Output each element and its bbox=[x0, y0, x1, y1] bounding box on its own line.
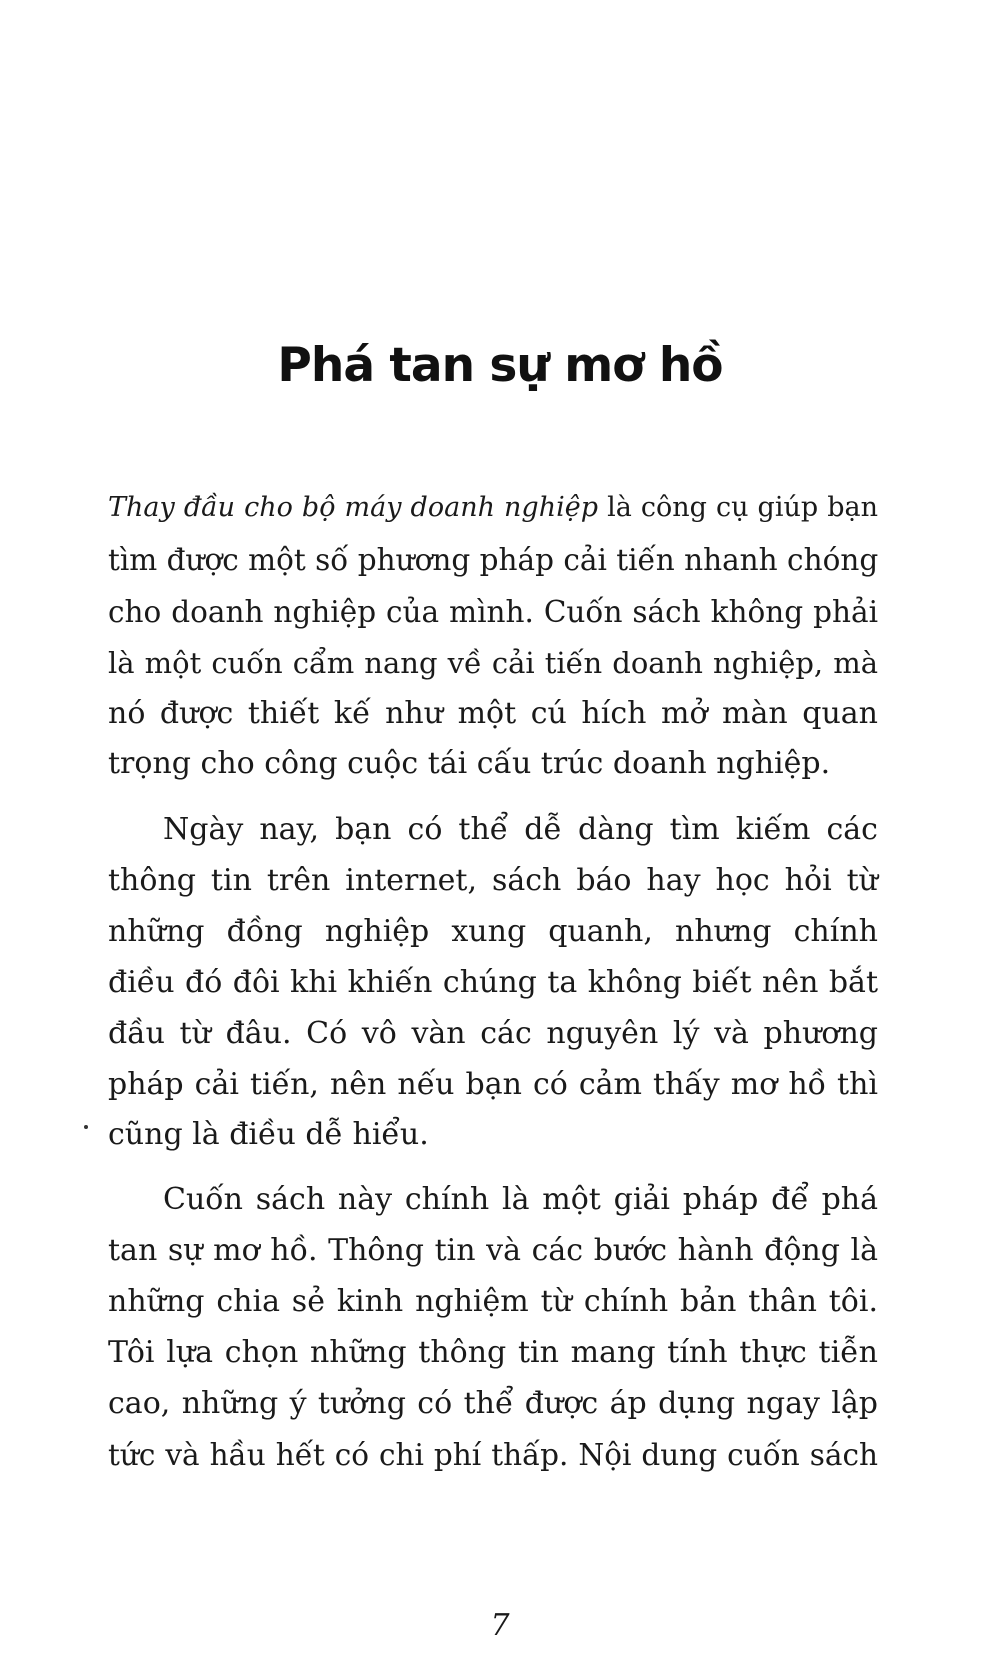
page-number: 7 bbox=[490, 1608, 510, 1643]
paragraph-1-line-4: là một cuốn cẩm nang về cải tiến doanh nghiệp, mà bbox=[108, 646, 878, 680]
paragraph-3-line-3: những chia sẻ kinh nghiệm từ chính bản thân tôi. bbox=[108, 1284, 878, 1319]
paragraph-2-line-4: điều đó đôi khi khiến chúng ta không biết nên bắt bbox=[108, 965, 878, 1000]
paragraph-1-line-6: trọng cho công cuộc tái cấu trúc doanh nghiệp. bbox=[108, 746, 831, 781]
paragraph-3-line-5: cao, những ý tưởng có thể được áp dụng ngay lập bbox=[108, 1386, 878, 1421]
paragraph-3-line-1: Cuốn sách này chính là một giải pháp để phá bbox=[163, 1182, 878, 1217]
scan-speck bbox=[84, 1125, 88, 1129]
paragraph-3-line-4: Tôi lựa chọn những thông tin mang tính thực tiễn bbox=[108, 1335, 878, 1370]
paragraph-1-line-3: cho doanh nghiệp của mình. Cuốn sách không phải bbox=[108, 595, 878, 629]
paragraph-2-line-3: những đồng nghiệp xung quanh, nhưng chính bbox=[108, 914, 878, 949]
paragraph-1-line-1-text: là công cụ giúp bạn bbox=[598, 492, 878, 523]
paragraph-2-line-1: Ngày nay, bạn có thể dễ dàng tìm kiếm các bbox=[163, 812, 878, 847]
paragraph-2-line-7: cũng là điều dễ hiểu. bbox=[108, 1117, 429, 1152]
paragraph-3-line-2: tan sự mơ hồ. Thông tin và các bước hành động là bbox=[108, 1233, 878, 1268]
paragraph-1-line-1 bbox=[108, 490, 878, 526]
chapter-title: Phá tan sự mơ hồ bbox=[277, 338, 723, 393]
paragraph-1-line-5: nó được thiết kế như một cú hích mở màn quan bbox=[108, 696, 878, 731]
paragraph-2-line-6: pháp cải tiến, nên nếu bạn có cảm thấy mơ hồ thì bbox=[108, 1067, 878, 1102]
paragraph-2-line-2: thông tin trên internet, sách báo hay học hỏi từ bbox=[108, 863, 878, 898]
paragraph-2-line-5: đầu từ đâu. Có vô vàn các nguyên lý và phương bbox=[108, 1016, 878, 1051]
paragraph-1-line-2: tìm được một số phương pháp cải tiến nhanh chóng bbox=[108, 543, 879, 577]
paragraph-3-line-6: tức và hầu hết có chi phí thấp. Nội dung cuốn sách bbox=[108, 1438, 878, 1472]
book-title-italic: Thay đầu cho bộ máy doanh nghiệp bbox=[108, 492, 598, 523]
